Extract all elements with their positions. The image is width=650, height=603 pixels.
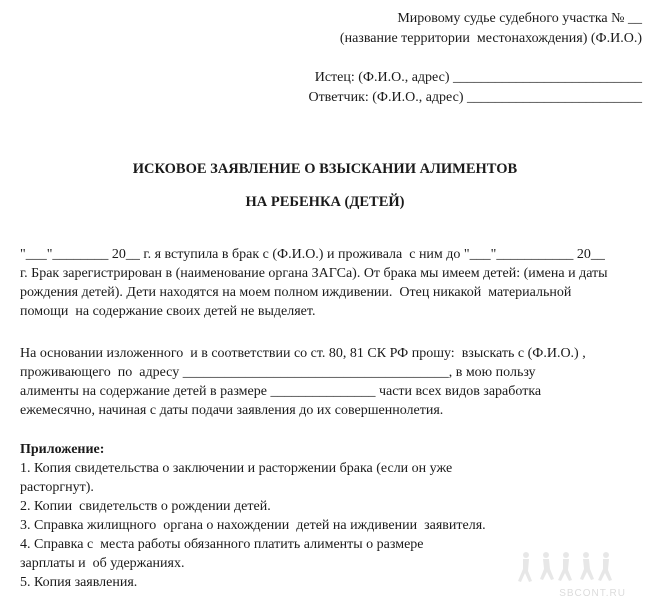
- paragraph2-line: проживающего по адресу ______________________________________, в мою пользу: [20, 365, 536, 380]
- paragraph2-line: ежемесячно, начиная с даты подачи заявления до их совершеннолетия.: [20, 403, 444, 418]
- paragraph2-line: алименты на содержание детей в размере _______________ части всех видов заработка: [20, 384, 542, 399]
- court-addressee-line: Мировому судье судебного участка № __: [397, 11, 642, 26]
- document-subtitle: НА РЕБЕНКА (ДЕТЕЙ): [245, 194, 405, 210]
- watermark-text: SBCONT.RU: [559, 588, 626, 599]
- running-people-logo-icon: [514, 549, 632, 585]
- document-title: ИСКОВОЕ ЗАЯВЛЕНИЕ О ВЗЫСКАНИИ АЛИМЕНТОВ: [132, 161, 518, 177]
- defendant-line: Ответчик: (Ф.И.О., адрес) _________________________: [308, 90, 642, 105]
- paragraph1-line: "___"________ 20__ г. я вступила в брак с (Ф.И.О.) и проживала с ним до "___"___________ 20__: [20, 247, 605, 262]
- attachment-item: 4. Справка с места работы обязанного платить алименты о размере: [20, 537, 424, 552]
- paragraph1-line: г. Брак зарегистрирован в (наименование органа ЗАГСа). От брака мы имеем детей: (имена и даты: [20, 266, 608, 281]
- paragraph1-line: рождения детей). Дети находятся на моем полном иждивении. Отец никакой материальной: [20, 285, 572, 300]
- attachment-item: 2. Копии свидетельств о рождении детей.: [20, 499, 271, 514]
- watermark: [514, 549, 632, 599]
- court-territory-line: (название территории местонахождения) (Ф.И.О.): [339, 31, 642, 46]
- attachment-item: 1. Копия свидетельства о заключении и расторжении брака (если он уже: [20, 461, 453, 476]
- paragraph1-line: помощи на содержание своих детей не выделяет.: [20, 304, 316, 319]
- attachment-item: 3. Справка жилищного органа о нахождении детей на иждивении заявителя.: [20, 518, 486, 533]
- attachment-item: 5. Копия заявления.: [20, 575, 138, 590]
- plaintiff-line: Истец: (Ф.И.О., адрес) ___________________________: [314, 70, 642, 85]
- attachments-heading: Приложение:: [20, 442, 105, 457]
- attachment-item: расторгнут).: [20, 480, 94, 495]
- attachment-item: зарплаты и об удержаниях.: [20, 556, 185, 571]
- paragraph2-line: На основании изложенного и в соответствии со ст. 80, 81 СК РФ прошу: взыскать с (Ф.И.О.) ,: [20, 346, 586, 361]
